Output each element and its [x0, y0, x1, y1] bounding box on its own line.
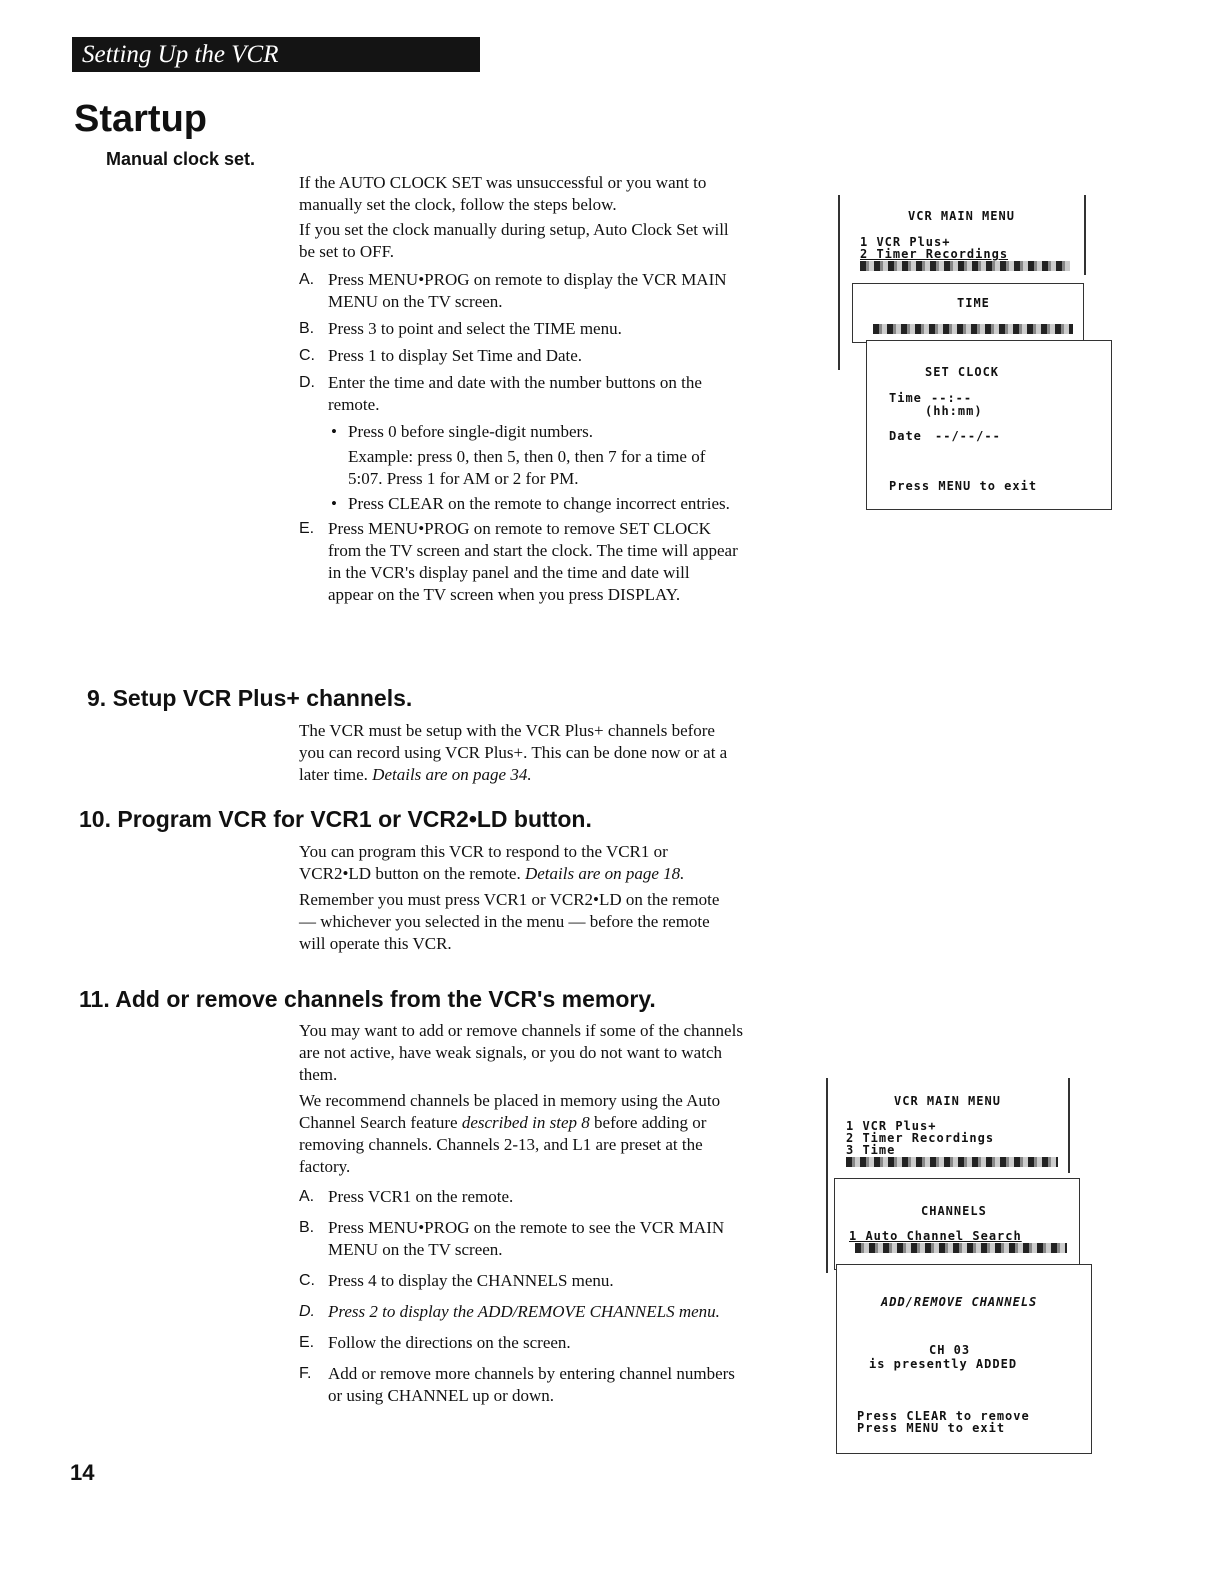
- add-remove-box: [836, 1264, 1092, 1454]
- channels-menu-title: CHANNELS: [921, 1204, 987, 1218]
- step-9-text: The VCR must be setup with the VCR Plus+ channels before you can record using VCR Plus+. This can be done now or at a later time.: [299, 721, 728, 784]
- bullet-item: • Press CLEAR on the remote to change incorrect entries.: [331, 494, 730, 513]
- step-10-heading: 10. Program VCR for VCR1 or VCR2•LD button.: [79, 806, 592, 832]
- main-menu-item: 3 Time: [846, 1143, 896, 1157]
- manual-step-e: E. Press MENU•PROG on remote to remove SET CLOCK from the TV screen and start the clock. The time will appear in the VCR's display panel and the time and date will appear on the TV screen when you press DISPLAY.: [299, 519, 738, 604]
- step-11-b: B. Press MENU•PROG on the remote to see the VCR MAIN MENU on the TV screen.: [299, 1218, 725, 1259]
- step-11-heading: 11. Add or remove channels from the VCR's memory.: [79, 986, 656, 1012]
- manual-step-d: D. Enter the time and date with the number buttons on the remote.: [299, 373, 702, 414]
- step-10-text-1: You can program this VCR to respond to the VCR1 or VCR2•LD button on the remote.: [299, 842, 668, 883]
- main-menu-item: 1 VCR Plus+: [860, 235, 951, 249]
- manual-step-b: B. Press 3 to point and select the TIME menu.: [299, 319, 622, 338]
- manual-clock-body: [299, 172, 739, 611]
- step-11-c: C. Press 4 to display the CHANNELS menu.: [299, 1271, 614, 1290]
- manual-step-c: C. Press 1 to display Set Time and Date.: [299, 346, 583, 365]
- manual-clock-intro-2: If you set the clock manually during setup, Auto Clock Set will be set to OFF.: [299, 220, 729, 261]
- time-menu-highlight: [873, 324, 1073, 334]
- step-9-body: [299, 720, 729, 786]
- main-menu-title: VCR MAIN MENU: [894, 1094, 1001, 1108]
- step-11-e: E. Follow the directions on the screen.: [299, 1333, 571, 1352]
- step-11-text-2: We recommend channels be placed in memory using the Auto Channel Search feature described in step 8 before adding or removing channels. Channels 2-13, and L1 are preset at the factory.: [299, 1091, 721, 1176]
- date-value: --/--/--: [935, 429, 1001, 443]
- step-11-body: [299, 1020, 749, 1412]
- time-value: --:--: [931, 391, 973, 405]
- manual-clock-intro-1: If the AUTO CLOCK SET was unsuccessful or you want to manually set the clock, follow the steps below.: [299, 173, 707, 214]
- step-9-reference: Details are on page 34.: [372, 765, 532, 784]
- step-11-d: D. Press 2 to display the ADD/REMOVE CHANNELS menu.: [299, 1302, 720, 1321]
- exit-hint: Press MENU to exit: [857, 1421, 1006, 1435]
- time-menu-title: TIME: [957, 296, 990, 310]
- page-title: Startup: [74, 98, 207, 140]
- time-menu-box: [852, 283, 1084, 343]
- screen-illustration-channels: [826, 1078, 1096, 1458]
- main-menu-item: 2 Timer Recordings: [846, 1131, 995, 1145]
- clear-hint: Press CLEAR to remove: [857, 1409, 1030, 1423]
- time-label: Time: [889, 391, 922, 405]
- main-menu-highlight: [860, 261, 1070, 271]
- example-text: Example: press 0, then 5, then 0, then 7 for a time of 5:07. Press 1 for AM or 2 for PM.: [348, 447, 706, 488]
- main-menu-item: 1 VCR Plus+: [846, 1119, 937, 1133]
- set-clock-title: SET CLOCK: [925, 365, 1000, 379]
- manual-clock-heading: Manual clock set.: [106, 149, 256, 169]
- channels-menu-highlight: [855, 1243, 1067, 1253]
- add-remove-title: ADD/REMOVE CHANNELS: [881, 1295, 1038, 1309]
- step-10-body: [299, 841, 739, 958]
- set-clock-box: [866, 340, 1112, 510]
- section-header-bar: Setting Up the VCR: [72, 37, 480, 72]
- step-9-heading: 9. Setup VCR Plus+ channels.: [87, 685, 413, 711]
- step-10-text-2: Remember you must press VCR1 or VCR2•LD on the remote — whichever you selected in the menu — before the remote will operate this VCR.: [299, 890, 720, 953]
- step-11-f: F. Add or remove more channels by entering channel numbers or using CHANNEL up or down.: [299, 1364, 735, 1405]
- manual-step-a: A. Press MENU•PROG on remote to display the VCR MAIN MENU on the TV screen.: [299, 270, 727, 311]
- main-menu-item: 2 Timer Recordings: [860, 247, 1009, 261]
- step-10-reference: Details are on page 18.: [524, 864, 685, 883]
- channels-menu-box: [834, 1178, 1080, 1270]
- channels-menu-item: 1 Auto Channel Search: [849, 1229, 1022, 1243]
- screen-illustration-clock: [838, 195, 1088, 515]
- page-number: 14: [70, 1460, 95, 1485]
- exit-hint: Press MENU to exit: [889, 479, 1038, 493]
- main-menu-title: VCR MAIN MENU: [908, 209, 1015, 223]
- step-11-a: A. Press VCR1 on the remote.: [299, 1187, 514, 1206]
- time-format: (hh:mm): [925, 404, 983, 418]
- channel-status: is presently ADDED: [869, 1357, 1018, 1371]
- date-label: Date: [889, 429, 922, 443]
- step-11-text-1: You may want to add or remove channels if some of the channels are not active, have weak signals, or you do not want to watch them.: [299, 1021, 743, 1084]
- bullet-item: • Press 0 before single-digit numbers.: [331, 422, 594, 441]
- main-menu-highlight: [846, 1157, 1058, 1167]
- channel-number: CH 03: [929, 1343, 971, 1357]
